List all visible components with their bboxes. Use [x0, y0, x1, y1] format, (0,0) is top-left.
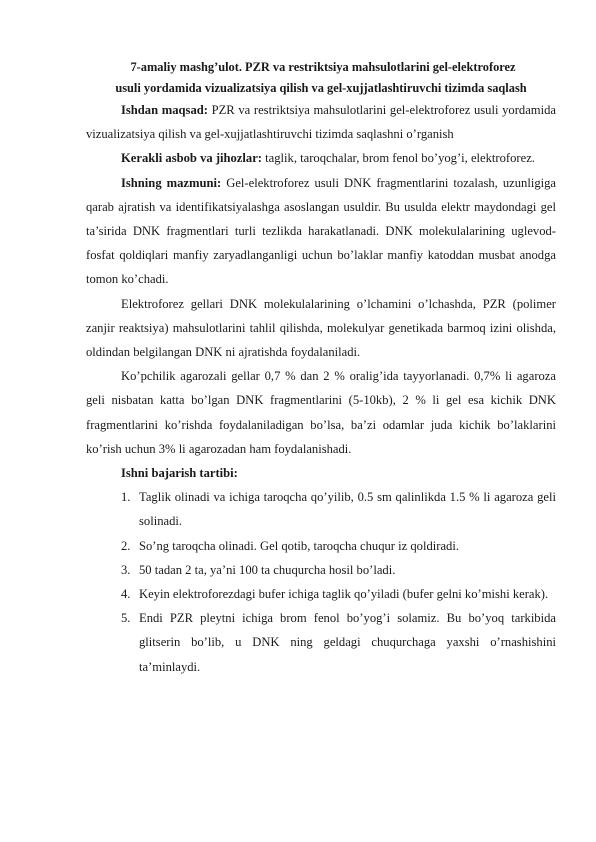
content-text: Gel-elektroforez usuli DNK fragmentlarini tozalash, uzunligiga qarab ajratish va identifikatsiyalashga asoslangan usuldir. Bu usulda elektr maydondagi gel ta’sirida DNK fragmentlari turli tezlikda harakatlanadi. DNK molekulalarining uglevod-fosfat qoldiqlari manfiy zaryadlanganligi uchun bo’laklar manfiy katoddan musbat anodga tomon ko’chadi. [86, 175, 556, 287]
purpose-paragraph [86, 98, 556, 146]
procedure-heading: Ishni bajarish tartibi: [121, 466, 238, 481]
procedure-steps-list [86, 485, 556, 679]
procedure-step [86, 606, 556, 679]
step-number: 4. [121, 587, 131, 602]
title-line-2: usuli yordamida vizualizatsiya qilish va gel-xujjatlashtiruvchi tizimda saqlash [115, 80, 527, 95]
electrophoresis-usage-paragraph: Elektroforez gellari DNK molekulalarining o’lchamini o’lchashda, PZR (polimer zanjir reaktsiya) mahsulotlarini tahlil qilishda, molekulyar genetikada barmoq izini olishda, oldindan belgilangan DNK ni ajratishda foydalaniladi. [86, 296, 556, 360]
step-number: 5. [121, 611, 131, 626]
step-text: 50 tadan 2 ta, ya’ni 100 ta chuqurcha hosil bo’ladi. [139, 562, 396, 577]
page-title [86, 57, 556, 98]
equipment-paragraph [86, 146, 556, 170]
step-number: 3. [121, 562, 131, 577]
step-text: Keyin elektroforezdagi bufer ichiga taglik qo’yiladi (bufer gelni ko’mishi kerak). [139, 587, 549, 602]
step-number: 1. [121, 490, 131, 505]
step-text: Taglik olinadi va ichiga taroqcha qo’yilib, 0.5 sm qalinlikda 1.5 % li agaroza geli solinadi. [139, 490, 556, 529]
purpose-lead: Ishdan maqsad: [121, 103, 208, 117]
step-text: So’ng taroqcha olinadi. Gel qotib, taroqcha chuqur iz qoldiradi. [139, 538, 460, 553]
equipment-text: taglik, taroqchalar, brom fenol bo’yog’i, elektroforez. [261, 151, 535, 166]
equipment-lead: Kerakli asbob va jihozlar: [121, 151, 262, 166]
procedure-step [86, 558, 556, 582]
agarose-concentration-paragraph: Ko’pchilik agarozali gellar 0,7 % dan 2 % oralig’ida tayyorlanadi. 0,7% li agaroza geli nisbatan katta bo’lgan DNK fragmentlarini (5-10kb), 2 % li gel esa kichik DNK fragmentlarini ko’rishda foydalaniladigan bo’lsa, ba’zi odamlar juda kichik bo’laklarini ko’rish uchun 3% li agarozadan ham foydalanishadi. [86, 369, 556, 456]
purpose-text: PZR va restriktsiya mahsulotlarini gel-elektroforez usuli yordamida vizualizatsiya qilish va gel-xujjatlashtiruvchi tizimda saqlashni o’rganish [86, 103, 556, 142]
step-text: Endi PZR pleytni ichiga brom fenol bo’yog’i solamiz. Bu bo’yoq tarkibida glitserin bo’lib, u DNK ning geldagi chuqurchaga yaxshi o’rnashishini ta’minlaydi. [139, 611, 556, 674]
content-paragraph [86, 171, 556, 292]
procedure-step [86, 582, 556, 606]
document-body [86, 57, 556, 679]
title-line-1: 7-amaliy mashg’ulot. PZR va restriktsiya mahsulotlarini gel-elektroforez [130, 60, 516, 74]
procedure-step [86, 485, 556, 533]
step-number: 2. [121, 538, 131, 553]
content-lead: Ishning mazmuni: [121, 175, 222, 190]
procedure-step [86, 534, 556, 558]
